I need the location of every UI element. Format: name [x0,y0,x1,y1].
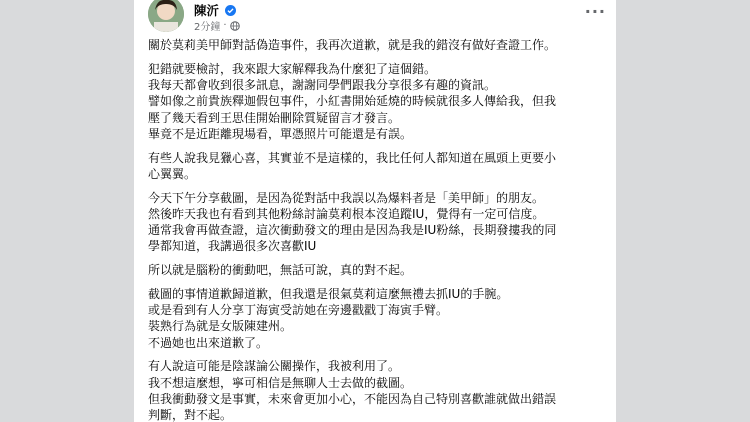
post-text-line: 關於莫莉美甲師對話偽造事件，我再次道歉，就是我的錯沒有做好查證工作。 [148,38,557,52]
post-text-line: 裝熟行為就是女版陳建州。 [148,319,293,334]
post-meta [194,18,240,33]
post-text-line: 或是看到有人分享丁海寅受訪她在旁邊戳戳丁海寅手臂。 [148,303,449,318]
author-name[interactable]: 陳沂 [194,3,220,18]
post-header [134,0,616,36]
post-text-line: 判斷，對不起。 [148,408,233,422]
post-paragraph [148,358,606,422]
post-paragraph [148,150,606,183]
more-options-button[interactable]: ··· [584,2,606,21]
post-text-line: 通常我會再做查證，這次衝動發文的理由是因為我是IU粉絲，長期發摟我的同 [148,223,557,238]
verified-badge-icon [225,4,236,15]
post-text-line: 壓了幾天看到王思佳開始刪除質疑留言才發言。 [148,110,401,125]
post-paragraph [148,61,606,142]
post-paragraph [148,262,606,278]
post-text-line: 畢竟不是近距離現場看，單憑照片可能還是有誤。 [148,126,413,141]
meta-separator: · [223,20,227,31]
post-paragraph [148,286,606,351]
post-text-line: 我每天都會收到很多訊息，謝謝同學們跟我分享很多有趣的資訊。 [148,77,497,92]
post-text-line: 然後昨天我也有看到其他粉絲討論莫莉根本沒追蹤IU，覺得有一定可信度。 [148,206,545,221]
post-text-line: 不過她也出來道歉了。 [148,335,269,350]
author-avatar[interactable] [148,0,184,32]
post-text-line: 心翼翼。 [148,166,197,181]
post-text-line: 譬如像之前貴族釋迦假包事件，小紅書開始延燒的時候就很多人傳給我，但我 [148,94,557,109]
post-time[interactable]: 2分鐘 [194,22,221,33]
post-text-line: 我不想這麼想，寧可相信是無聊人士去做的截圖。 [148,375,413,390]
post-text-line: 今天下午分享截圖，是因為從對話中我誤以為爆料者是「美甲師」的朋友。 [148,190,545,205]
facebook-post-card [134,0,616,422]
post-paragraph [148,37,606,53]
globe-icon [230,21,240,31]
post-text-line: 有人說這可能是陰謀論公關操作，我被利用了。 [148,359,401,374]
post-text-line: 有些人說我見獵心喜，其實並不是這樣的，我比任何人都知道在風頭上更要小 [148,150,557,165]
post-text-line: 但我衝動發文是事實，未來會更加小心，不能因為自己特別喜歡誰就做出錯誤 [148,391,557,406]
post-paragraph [148,190,606,255]
post-body [148,37,606,422]
post-text-line: 犯錯就要檢討，我來跟大家解釋我為什麼犯了這個錯。 [148,61,437,76]
author-name-row [194,1,236,19]
post-text-line: 學都知道，我講過很多次喜歡IU [148,239,317,254]
post-text-line: 所以就是腦粉的衝動吧，無話可說，真的對不起。 [148,263,413,278]
post-text-line: 截圖的事情道歉歸道歉，但我還是很氣莫莉這麼無禮去抓IU的手腕。 [148,286,509,301]
